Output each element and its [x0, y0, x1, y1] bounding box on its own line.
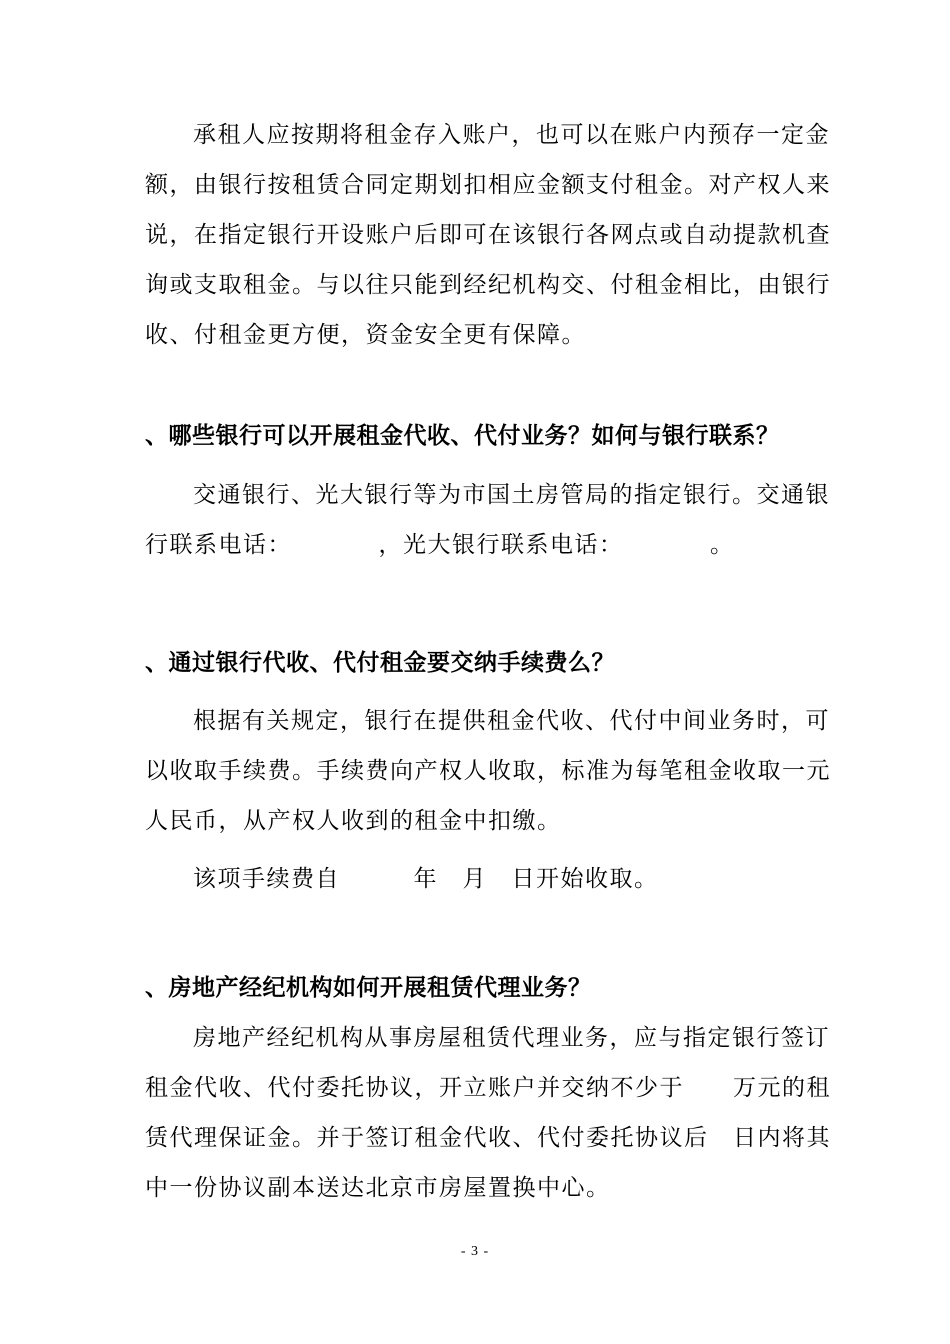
paragraph-line: 房地产经纪机构从事房屋租赁代理业务，应与指定银行签订: [193, 1025, 830, 1051]
paragraph-line: 赁代理保证金。并于签订租金代收、代付委托协议后 日内将其: [145, 1125, 831, 1151]
paragraph-line: 以收取手续费。手续费向产权人收取，标准为每笔租金收取一元: [145, 758, 831, 784]
paragraph-line: 收、付租金更方便，资金安全更有保障。: [145, 322, 586, 348]
paragraph-line: 人民币，从产权人收到的租金中扣缴。: [145, 808, 562, 834]
section-heading: 、房地产经纪机构如何开展租赁代理业务？: [145, 974, 592, 1001]
paragraph-line: 交通银行、光大银行等为市国土房管局的指定银行。交通银: [193, 482, 830, 508]
paragraph-line: 租金代收、代付委托协议，开立账户并交纳不少于 万元的租: [145, 1075, 831, 1101]
fee-start-date-note: 该项手续费自 年 月 日开始收取。: [193, 866, 659, 892]
paragraph-line: 承租人应按期将租金存入账户，也可以在账户内预存一定金: [193, 122, 830, 148]
paragraph-line: 根据有关规定，银行在提供租金代收、代付中间业务时，可: [193, 708, 830, 734]
paragraph-line: 询或支取租金。与以往只能到经纪机构交、付租金相比，由银行: [145, 272, 831, 298]
section-heading: 、哪些银行可以开展租金代收、代付业务？如何与银行联系？: [145, 422, 780, 449]
section-heading: 、通过银行代收、代付租金要交纳手续费么？: [145, 649, 615, 676]
paragraph-line: 额，由银行按租赁合同定期划扣相应金额支付租金。对产权人来: [145, 172, 831, 198]
page-number: - 3 -: [460, 1244, 490, 1259]
paragraph-line: 中一份协议副本送达北京市房屋置换中心。: [145, 1175, 611, 1201]
paragraph-line: 行联系电话： ，光大银行联系电话： 。: [145, 532, 735, 558]
paragraph-line: 说，在指定银行开设账户后即可在该银行各网点或自动提款机查: [145, 222, 831, 248]
